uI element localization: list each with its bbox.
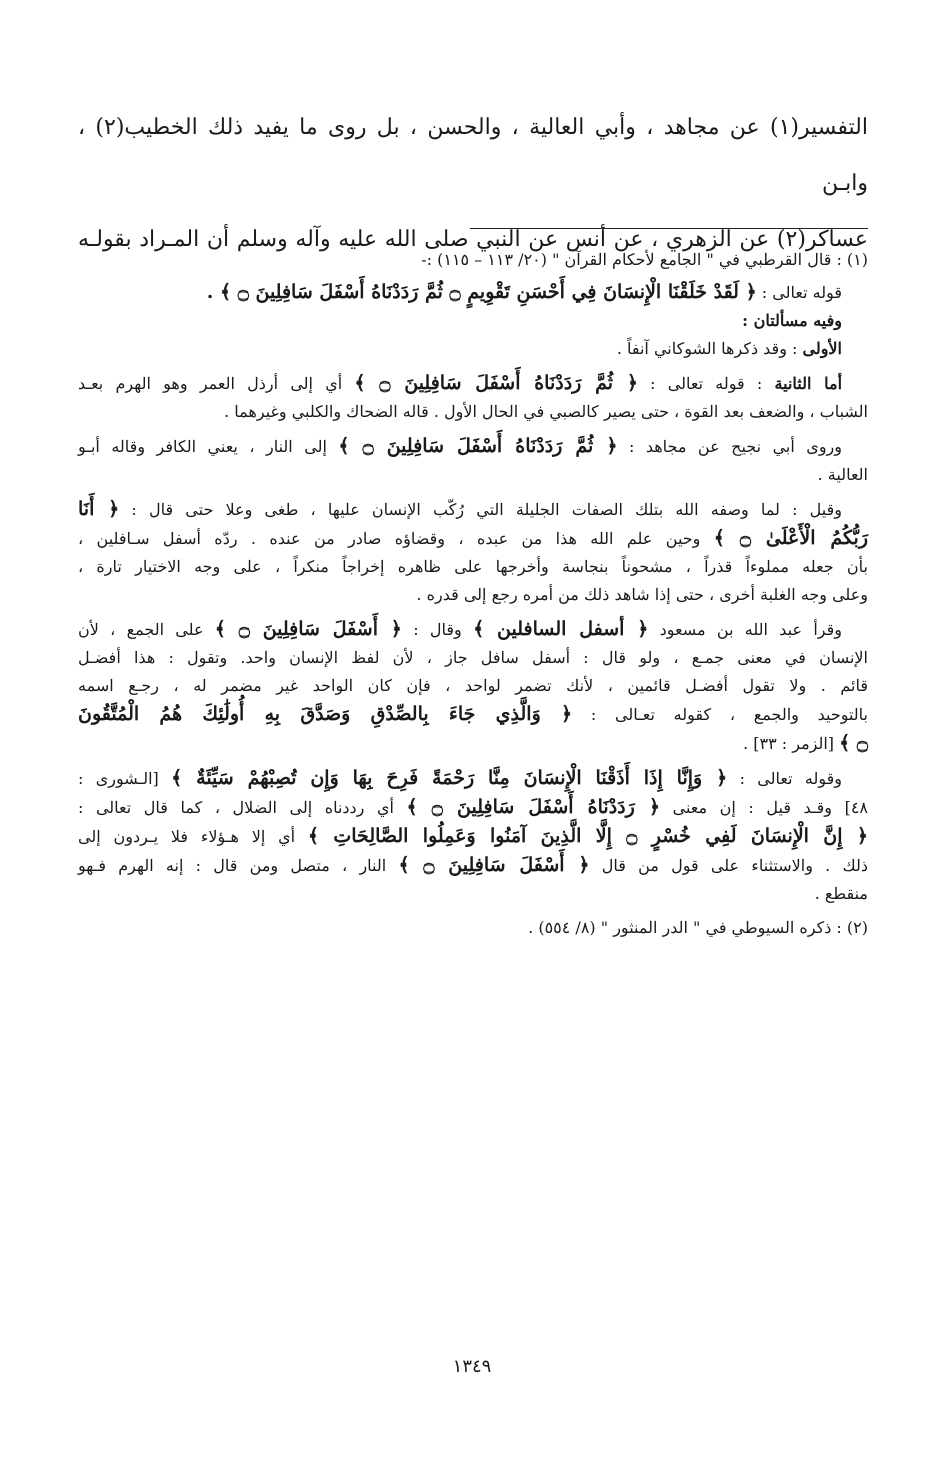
text-span: إلى النار ، يعني الكافر وقاله أبـو [78,437,339,456]
text-span: [الـشورى : [78,769,172,788]
footnote-line: الإنسان في معنى جمـع ، ولو قال : أسفل سافل جاز ، لأن لفظ الإنسان واحد. وتقول : هذا أفضـل [78,648,868,667]
quran-verse: ﴿ لَقَدْ خَلَقْنَا الْإِنسَانَ فِي أَحْسَنِ تَقْوِيمٍ ۝ ثُمَّ رَدَدْنَاهُ أَسْفَلَ سَافِلِينَ ۝ ﴾ . [206,281,757,303]
quran-verse: ﴿ أَسْفَلَ سَافِلِينَ ۝ ﴾ [398,854,590,876]
footnote-line: قائم . ولا تقول أفضـل قائمين ، لأنك تضمر لواحد ، فإن كان الواحد غير مضمر له ، رجـع اسمه [78,676,868,695]
footnote-line: العالية . [817,465,868,484]
footnote-line [78,432,868,461]
quran-verse: ﴿ إِنَّ الْإِنسَانَ لَفِي خُسْرٍ ۝ إِلَّا الَّذِينَ آمَنُوا وَعَمِلُوا الصَّالِحَاتِ ﴾ [307,825,868,847]
footnote-line [78,495,868,524]
footnote-line [78,278,868,307]
footnote-line [78,764,868,793]
text-span: وقال : [401,620,474,639]
main-text-line: التفسير(١) عن مجاهد ، وأبي العالية ، والحسن ، بل روى ما يفيد ذلك الخطيب(٢) ، وابـن [78,115,868,196]
text-span: أما الثانية [774,374,843,393]
text-span: بالتوحيد والجمع ، كقوله تعـالى : [572,705,869,724]
footnote-1-heading: (١) : قال القرطبي في " الجامع لأحكام القرآن " (٢٠/ ١١٣ – ١١٥) :- [421,250,868,269]
quran-verse: ﴿ ثُمَّ رَدَدْنَاهُ أَسْفَلَ سَافِلِينَ ۝ ﴾ [354,372,638,394]
footnote-line: منقطع . [814,884,868,903]
text-span: قوله تعالى : [756,283,842,302]
text-span: وقوله تعالى : [727,769,842,788]
text-span: أي إلا هـؤلاء فلا يـردون إلى [78,827,308,846]
footnote-line [78,851,868,880]
text-span: ٤٨] وقـد قيل : إن معنى [660,798,868,817]
quran-verse: ﴿ أَنَا [78,498,120,520]
footnote-line [78,822,868,851]
text-span: أي إلى أرذل العمر وهو الهرم بعـد [78,374,355,393]
quran-verse: ﴿ وَالَّذِي جَاءَ بِالصِّدْقِ وَصَدَّقَ بِهِ أُولَٰئِكَ هُمُ الْمُتَّقُونَ [78,703,573,725]
text-span: وقرأ عبد الله بن مسعود [648,620,842,639]
page-number: ١٣٤٩ [452,1356,492,1377]
footnote-line: وفيه مسألتان : [742,311,842,330]
footnote-line: وعلى وجه الغلبة أخرى ، حتى إذا شاهد ذلك من أمره رجع إلى قدره . [416,585,868,604]
text-span: وروى أبي نجيح عن مجاهد : [617,437,843,456]
footnote-line [78,369,868,398]
text-span: على الجمع ، لأن [78,620,215,639]
quran-verse: ﴿ ثُمَّ رَدَدْنَاهُ أَسْفَلَ سَافِلِينَ ۝ ﴾ [338,435,618,457]
footnote-line [78,615,868,644]
footnote-line: الشباب ، والضعف بعد القوة ، حتى يصير كالصبي في الحال الأول . قاله الضحاك والكلبي وغيرهما . [224,402,868,421]
text-span: : وقد ذكرها الشوكاني آنفاً . [616,339,803,358]
text-span: الأولى [802,339,842,358]
main-text-line: عساكر(٢) عن الزهري ، عن أنس عن النبي صلى الله عليه وآله وسلم أن المـراد بقولـه [78,227,868,252]
quran-verse: ﴿ أَسْفَلَ سَافِلِينَ ۝ ﴾ [214,618,402,640]
text-span: النار ، متصل ومن قال : إنه الهرم فـهو [78,856,399,875]
footnote-2: (٢) : ذكره السيوطي في " الدر المنثور " (٨/ ٥٥٤) . [528,918,868,937]
footnote-line: بأن جعله مملوءاً قذراً ، مشحوناً بنجاسة وأخرجها على ظاهره إخراجاً منكراً ، على وجه الاختيار تارة ، [78,557,869,576]
quran-verse: رَبُّكُمُ الْأَعْلَىٰ ۝ ﴾ [713,527,868,549]
footnote-line [78,700,868,729]
footnote-line [78,729,868,758]
main-text-block [78,100,868,268]
text-span: وقيل : لما وصفه الله بتلك الصفات الجليلة التي رُكّب الإنسان عليها ، طغى وعلا حتى قال : [119,500,843,519]
quran-verse: ﴿ رَدَدْنَاهُ أَسْفَلَ سَافِلِينَ ۝ ﴾ [406,796,661,818]
footnote-line [78,524,868,553]
footnote-divider [470,228,868,229]
text-span: : قوله تعالى : [637,374,775,393]
text-span: [الزمر : ٣٣] . [743,734,840,753]
quran-verse: ﴿ وَإِنَّا إِذَا أَذَقْنَا الْإِنسَانَ مِنَّا رَحْمَةً فَرِحَ بِهَا وَإِن تُصِبْهُمْ سَيِّئَةٌ ﴾ [171,767,728,789]
footnote-line [78,793,868,822]
text-span: ذلك . والاستثناء على قول من قال [589,856,868,875]
text-span: أي رددناه إلى الضلال ، كما قال تعالى : [78,798,407,817]
text-span: وحين علم الله هذا من عبده ، وقضاؤه صادر من عنده . ردّه أسفل سـافلين ، [78,529,714,548]
quran-verse: ۝ ﴾ [839,732,868,754]
footnotes-section [78,246,868,946]
quran-verse: ﴿ أسفل السافلين ﴾ [473,618,649,640]
footnote-line [78,335,868,363]
